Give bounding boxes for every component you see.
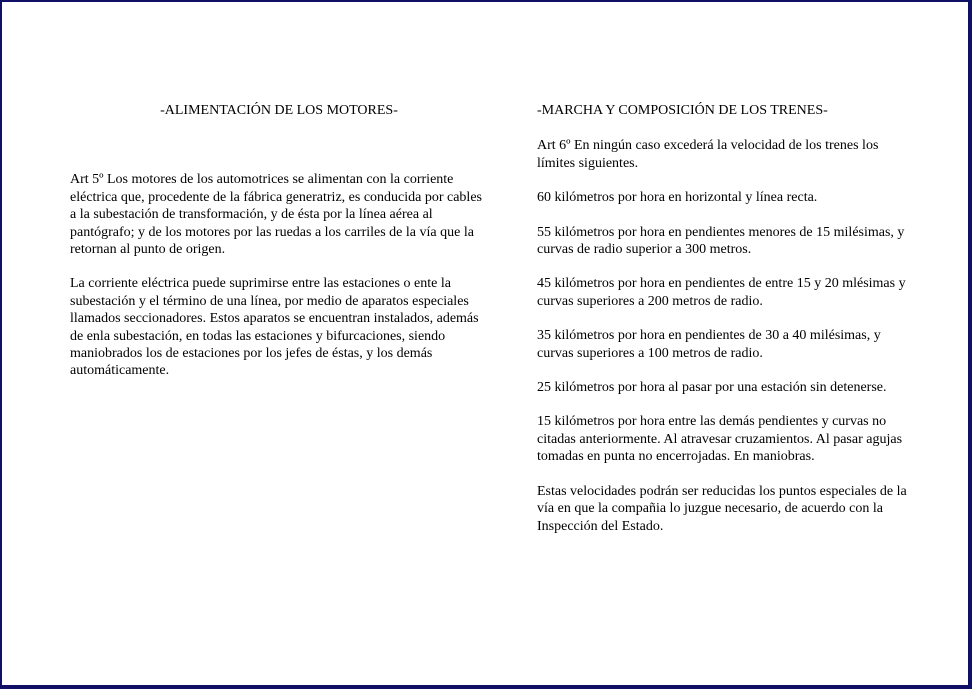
article-6-paragraph: Art 6º En ningún caso excederá la velocidad de los trenes los límites siguientes. [537, 138, 879, 171]
speed-limit-55: 55 kilómetros por hora en pendientes menores de 15 milésimas, y curvas de radio superior a 300 metros. [537, 224, 905, 258]
right-column [537, 102, 909, 552]
current-suppression-paragraph: La corriente eléctrica puede suprimirse entre las estaciones o ente la subestación y el término de una línea, por medio de aparatos especiales llamados seccionadores. Estos aparatos se encuentran instalados, además de enla subestación, en todas las estaciones y bifurcaciones, siendo maniobrados los de estaciones por los jefes de éstas, y los demás automáticamente. [70, 276, 479, 379]
speed-limit-25: 25 kilómetros por hora al pasar por una estación sin detenerse. [537, 380, 887, 396]
article-5-paragraph: Art 5º Los motores de los automotrices se alimentan con la corriente eléctrica que, procedente de la fábrica generatriz, es conducida por cables a la subestación de transformación, y de ésta por la línea aérea al pantógrafo; y de los motores por las ruedas a los carriles de la vía que la retornan al punto de origen. [70, 172, 482, 258]
section-heading-marcha: -MARCHA Y COMPOSICIÓN DE LOS TRENES- [537, 103, 828, 118]
speed-limit-35: 35 kilómetros por hora en pendientes de 30 a 40 milésimas, y curvas superiores a 100 metros de radio. [537, 328, 881, 361]
speed-limit-15: 15 kilómetros por hora entre las demás pendientes y curvas no citadas anteriormente. Al atravesar cruzamientos. Al pasar agujas tomadas en punta no encerrojadas. En maniobras. [537, 414, 903, 465]
speed-limit-60: 60 kilómetros por hora en horizontal y línea recta. [537, 190, 818, 206]
left-column [70, 102, 488, 397]
section-heading-alimentacion: -ALIMENTACIÓN DE LOS MOTORES- [160, 103, 398, 118]
speed-limit-45: 45 kilómetros por hora en pendientes de entre 15 y 20 mlésimas y curvas superiores a 200 metros de radio. [537, 276, 906, 309]
speed-reduction-paragraph: Estas velocidades podrán ser reducidas los puntos especiales de la vía en que la compañia lo juzgue necesario, de acuerdo con la Inspección del Estado. [537, 483, 907, 534]
